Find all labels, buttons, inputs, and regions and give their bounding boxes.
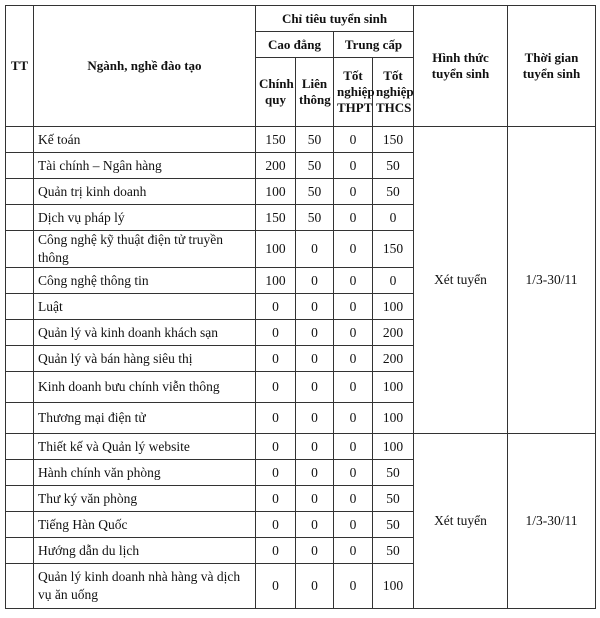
table-row <box>6 127 596 153</box>
cell-thcs: 50 <box>373 512 414 538</box>
cell-method: Xét tuyển <box>414 434 508 609</box>
cell-transfer: 50 <box>296 179 334 205</box>
cell-transfer: 50 <box>296 205 334 231</box>
cell-thpt: 0 <box>334 179 373 205</box>
cell-program: Hướng dẫn du lịch <box>34 538 256 564</box>
cell-transfer: 0 <box>296 403 334 434</box>
cell-program: Tài chính – Ngân hàng <box>34 153 256 179</box>
cell-program: Thư ký văn phòng <box>34 486 256 512</box>
cell-program: Kế toán <box>34 127 256 153</box>
cell-tt <box>6 268 34 294</box>
cell-program: Thiết kế và Quản lý website <box>34 434 256 460</box>
cell-tt <box>6 320 34 346</box>
cell-tt <box>6 564 34 609</box>
cell-tt <box>6 372 34 403</box>
cell-thpt: 0 <box>334 403 373 434</box>
cell-transfer: 0 <box>296 372 334 403</box>
cell-program: Kinh doanh bưu chính viễn thông <box>34 372 256 403</box>
cell-regular: 150 <box>256 127 296 153</box>
cell-regular: 0 <box>256 346 296 372</box>
cell-program: Thương mại điện tử <box>34 403 256 434</box>
cell-tt <box>6 434 34 460</box>
cell-program: Quản lý và bán hàng siêu thị <box>34 346 256 372</box>
cell-thpt: 0 <box>334 512 373 538</box>
cell-transfer: 0 <box>296 538 334 564</box>
cell-program: Quản lý và kinh doanh khách sạn <box>34 320 256 346</box>
table-body <box>6 127 596 609</box>
header-intermediate: Trung cấp <box>334 32 414 58</box>
cell-program: Tiếng Hàn Quốc <box>34 512 256 538</box>
cell-regular: 200 <box>256 153 296 179</box>
cell-regular: 0 <box>256 486 296 512</box>
cell-tt <box>6 460 34 486</box>
cell-thcs: 200 <box>373 320 414 346</box>
cell-regular: 0 <box>256 403 296 434</box>
cell-thpt: 0 <box>334 538 373 564</box>
cell-transfer: 0 <box>296 512 334 538</box>
cell-thcs: 100 <box>373 372 414 403</box>
cell-transfer: 0 <box>296 231 334 268</box>
cell-tt <box>6 403 34 434</box>
cell-time: 1/3-30/11 <box>508 127 596 434</box>
cell-regular: 0 <box>256 538 296 564</box>
cell-tt <box>6 127 34 153</box>
cell-regular: 150 <box>256 205 296 231</box>
header-thpt: Tốt nghiệp THPT <box>334 58 373 127</box>
header-transfer: Liên thông <box>296 58 334 127</box>
cell-thpt: 0 <box>334 460 373 486</box>
cell-regular: 100 <box>256 179 296 205</box>
cell-tt <box>6 486 34 512</box>
cell-transfer: 0 <box>296 268 334 294</box>
cell-thpt: 0 <box>334 434 373 460</box>
header-quota: Chỉ tiêu tuyển sinh <box>256 6 414 32</box>
cell-thcs: 100 <box>373 564 414 609</box>
cell-transfer: 0 <box>296 460 334 486</box>
cell-time: 1/3-30/11 <box>508 434 596 609</box>
cell-thpt: 0 <box>334 372 373 403</box>
cell-thcs: 0 <box>373 268 414 294</box>
cell-regular: 0 <box>256 294 296 320</box>
cell-program: Quản lý kinh doanh nhà hàng và dịch vụ ăn uống <box>34 564 256 609</box>
cell-tt <box>6 538 34 564</box>
cell-regular: 0 <box>256 434 296 460</box>
cell-program: Công nghệ kỹ thuật điện tử truyền thông <box>34 231 256 268</box>
header-program: Ngành, nghề đào tạo <box>34 6 256 127</box>
cell-tt <box>6 179 34 205</box>
cell-thcs: 100 <box>373 434 414 460</box>
cell-thpt: 0 <box>334 294 373 320</box>
cell-thpt: 0 <box>334 231 373 268</box>
cell-regular: 0 <box>256 320 296 346</box>
cell-thcs: 100 <box>373 403 414 434</box>
header-thcs: Tốt nghiệp THCS <box>373 58 414 127</box>
cell-program: Quản trị kinh doanh <box>34 179 256 205</box>
cell-thpt: 0 <box>334 486 373 512</box>
cell-transfer: 0 <box>296 564 334 609</box>
cell-regular: 0 <box>256 460 296 486</box>
cell-thpt: 0 <box>334 153 373 179</box>
cell-thpt: 0 <box>334 205 373 231</box>
cell-transfer: 0 <box>296 294 334 320</box>
cell-tt <box>6 512 34 538</box>
cell-regular: 0 <box>256 512 296 538</box>
cell-program: Công nghệ thông tin <box>34 268 256 294</box>
cell-program: Hành chính văn phòng <box>34 460 256 486</box>
cell-thcs: 100 <box>373 294 414 320</box>
cell-tt <box>6 153 34 179</box>
cell-tt <box>6 294 34 320</box>
header-tt: TT <box>6 6 34 127</box>
cell-thcs: 150 <box>373 127 414 153</box>
cell-thcs: 50 <box>373 153 414 179</box>
header-college: Cao đẳng <box>256 32 334 58</box>
cell-thcs: 50 <box>373 460 414 486</box>
cell-program: Dịch vụ pháp lý <box>34 205 256 231</box>
cell-program: Luật <box>34 294 256 320</box>
cell-transfer: 50 <box>296 127 334 153</box>
admission-quota-table <box>5 5 596 609</box>
table-row <box>6 434 596 460</box>
cell-regular: 100 <box>256 231 296 268</box>
cell-thpt: 0 <box>334 320 373 346</box>
cell-thcs: 50 <box>373 179 414 205</box>
cell-thcs: 150 <box>373 231 414 268</box>
cell-transfer: 0 <box>296 434 334 460</box>
cell-thcs: 200 <box>373 346 414 372</box>
cell-thpt: 0 <box>334 346 373 372</box>
header-method: Hình thức tuyển sinh <box>414 6 508 127</box>
cell-thcs: 50 <box>373 486 414 512</box>
cell-transfer: 0 <box>296 320 334 346</box>
cell-thcs: 50 <box>373 538 414 564</box>
cell-tt <box>6 346 34 372</box>
cell-thpt: 0 <box>334 127 373 153</box>
header-time: Thời gian tuyển sinh <box>508 6 596 127</box>
cell-method: Xét tuyển <box>414 127 508 434</box>
cell-transfer: 0 <box>296 486 334 512</box>
cell-transfer: 0 <box>296 346 334 372</box>
cell-thcs: 0 <box>373 205 414 231</box>
cell-thpt: 0 <box>334 564 373 609</box>
cell-regular: 100 <box>256 268 296 294</box>
cell-tt <box>6 231 34 268</box>
cell-thpt: 0 <box>334 268 373 294</box>
cell-tt <box>6 205 34 231</box>
cell-regular: 0 <box>256 564 296 609</box>
header-regular: Chính quy <box>256 58 296 127</box>
cell-transfer: 50 <box>296 153 334 179</box>
cell-regular: 0 <box>256 372 296 403</box>
